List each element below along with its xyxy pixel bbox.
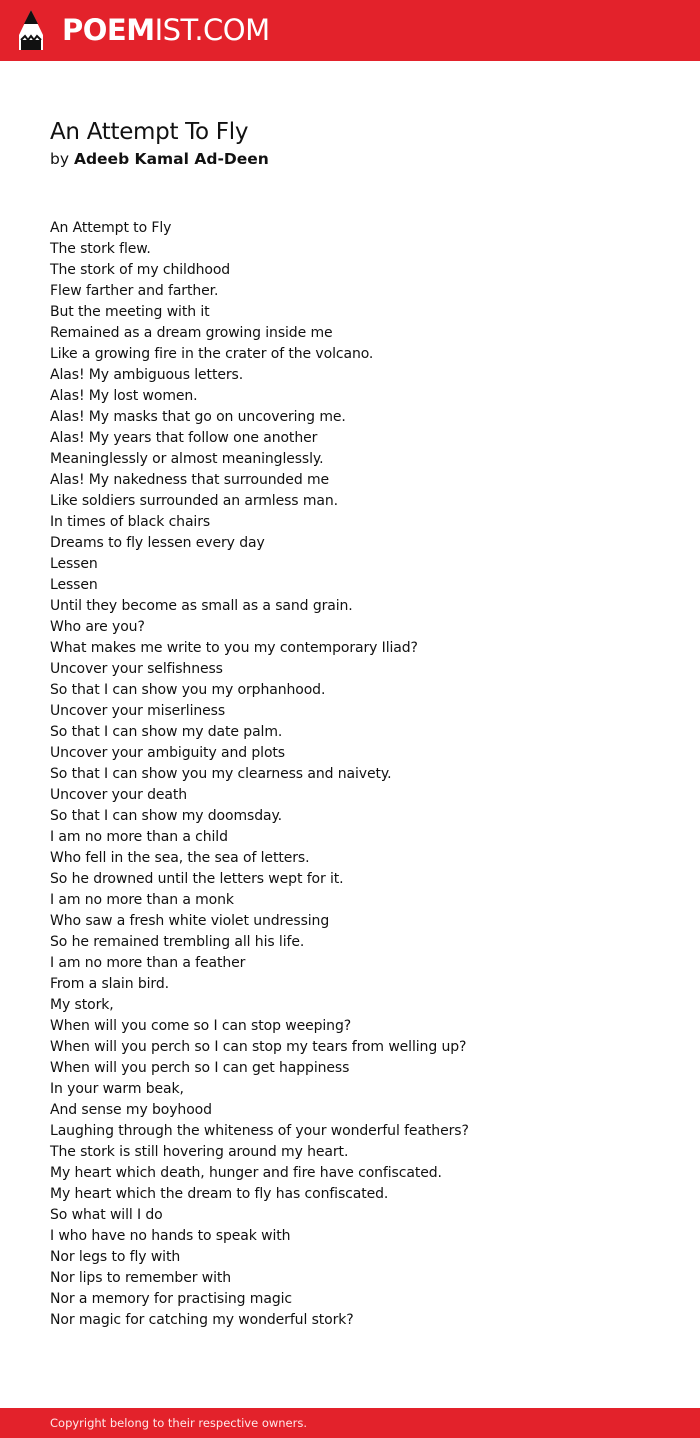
poem-line: Uncover your death (50, 787, 188, 803)
poem-line: So he remained trembling all his life. (50, 934, 305, 950)
poem-line: Lessen (50, 556, 98, 572)
poem-line: Uncover your ambiguity and plots (50, 745, 285, 761)
poem-line: Uncover your selfishness (50, 661, 223, 677)
poem-line: So that I can show you my orphanhood. (50, 682, 326, 698)
poem-line: So that I can show you my clearness and naivety. (50, 766, 392, 782)
poem-line: In times of black chairs (50, 514, 211, 530)
poem-line: The stork of my childhood (50, 262, 231, 278)
poem-line: Who saw a fresh white violet undressing (50, 913, 330, 929)
poem-line: Alas! My years that follow one another (50, 430, 318, 446)
poem-line: When will you perch so I can get happiness (50, 1060, 350, 1076)
poem-line: And sense my boyhood (50, 1102, 212, 1118)
poem-line: So he drowned until the letters wept for it. (50, 871, 344, 887)
copyright-text: Copyright belong to their respective owners. (50, 1416, 308, 1430)
poem-line: I who have no hands to speak with (50, 1228, 291, 1244)
site-header (0, 0, 700, 61)
poem-line: I am no more than a child (50, 829, 228, 845)
poem-line: Nor a memory for practising magic (50, 1291, 293, 1307)
logo-text-light: IST.COM (154, 13, 270, 47)
poem-line: My stork, (50, 997, 114, 1013)
poem-line: Nor lips to remember with (50, 1270, 232, 1286)
poem-line: Dreams to fly lessen every day (50, 535, 265, 551)
poem-line: Alas! My ambiguous letters. (50, 367, 244, 383)
poem-line: Meaninglessly or almost meaninglessly. (50, 451, 324, 467)
poem-line: Remained as a dream growing inside me (50, 325, 333, 341)
poem-line: Uncover your miserliness (50, 703, 226, 719)
poem-title: An Attempt To Fly (50, 119, 249, 145)
poem-line: My heart which death, hunger and fire have confiscated. (50, 1165, 442, 1181)
poem-line: But the meeting with it (50, 304, 210, 320)
author-name: Adeeb Kamal Ad-Deen (73, 150, 269, 168)
poem-line: I am no more than a monk (50, 892, 234, 908)
poem-line: I am no more than a feather (50, 955, 246, 971)
poem-text (50, 218, 469, 1331)
poem-line: When will you perch so I can stop my tears from welling up? (50, 1039, 467, 1055)
by-label: by (50, 150, 70, 168)
pencil-tip-icon[interactable] (18, 9, 44, 51)
poem-line: Who fell in the sea, the sea of letters. (50, 850, 310, 866)
poem-line: The stork is still hovering around my heart. (50, 1144, 349, 1160)
poem-byline (50, 148, 269, 170)
poem-line: An Attempt to Fly (50, 220, 172, 236)
poem-line: Nor magic for catching my wonderful stork? (50, 1312, 354, 1328)
poem-line: The stork flew. (50, 241, 151, 257)
poem-line: Lessen (50, 577, 98, 593)
logo-text-bold: POEM (62, 13, 155, 47)
poem-line: Laughing through the whiteness of your wonderful feathers? (50, 1123, 469, 1139)
poem-line: Flew farther and farther. (50, 283, 219, 299)
poem-line: What makes me write to you my contemporary Iliad? (50, 640, 418, 656)
poem-line: Like soldiers surrounded an armless man. (50, 493, 338, 509)
poem-line: Alas! My nakedness that surrounded me (50, 472, 330, 488)
site-logo[interactable] (62, 11, 270, 49)
poem-line: In your warm beak, (50, 1081, 184, 1097)
poem-line: Alas! My masks that go on uncovering me. (50, 409, 346, 425)
poem-line: So what will I do (50, 1207, 163, 1223)
site-footer (0, 1408, 700, 1438)
poem-line: Like a growing fire in the crater of the volcano. (50, 346, 374, 362)
poem-line: When will you come so I can stop weeping? (50, 1018, 352, 1034)
poem-line: From a slain bird. (50, 976, 169, 992)
poem-line: Until they become as small as a sand grain. (50, 598, 353, 614)
poem-line: My heart which the dream to fly has confiscated. (50, 1186, 389, 1202)
poem-line: So that I can show my date palm. (50, 724, 283, 740)
poem-line: Nor legs to fly with (50, 1249, 181, 1265)
poem-line: Who are you? (50, 619, 145, 635)
poem-line: So that I can show my doomsday. (50, 808, 283, 824)
poem-line: Alas! My lost women. (50, 388, 198, 404)
